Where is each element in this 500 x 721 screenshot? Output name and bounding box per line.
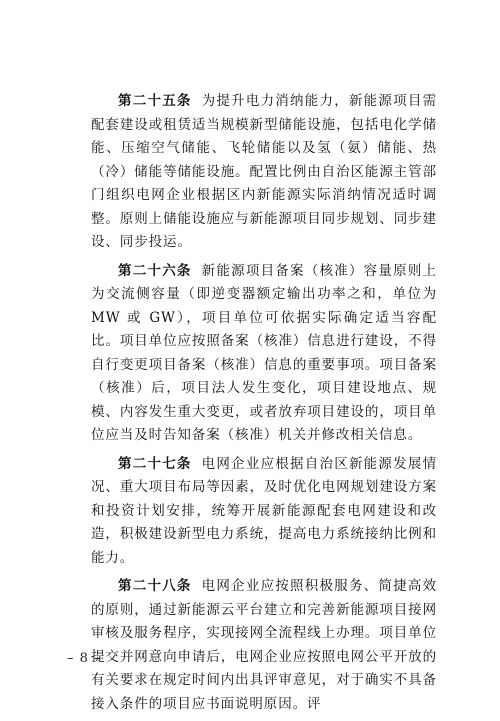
- article-text: 电网企业应根据自治区新能源发展情况、重大项目布局等因素，及时优化电网规划建设方案和投资计划安排，统筹开展新能源配套电网建设和改造，积极建设新型电力系统，提高电力系统接纳比例和能力。: [91, 455, 438, 566]
- article-heading: 第二十八条: [118, 578, 192, 594]
- article-25: [91, 90, 437, 255]
- article-heading: 第二十五条: [118, 93, 192, 109]
- article-text: 电网企业应按照积极服务、简捷高效的原则，通过新能源云平台建立和完善新能源项目接网审核及服务程序，实现接网全流程线上办理。项目单位提交并网意向申请后，电网企业应按照电网公平开放的有关要求在规定时间内出具评审意见，对于确实不具备接入条件的项目应书面说明原因。评: [91, 578, 438, 712]
- page-number: – 8 –: [67, 651, 102, 666]
- article-27: [91, 453, 437, 571]
- article-heading: 第二十七条: [118, 455, 192, 472]
- article-28: [91, 575, 437, 716]
- document-body: [91, 90, 437, 721]
- article-heading: 第二十六条: [118, 262, 192, 279]
- article-text: 为提升电力消纳能力，新能源项目需配套建设或租赁适当规模新型储能设施，包括电化学储能、压缩空气储能、飞轮储能以及氢（氨）储能、热（冷）储能等储能设施。配置比例由自治区能源主管部门组织电网企业根据区内新能源实际消纳情况适时调整。原则上储能设施应与新能源项目同步规划、同步建设、同步投运。: [91, 93, 438, 250]
- article-text: 新能源项目备案（核准）容量原则上为交流侧容量（即逆变器额定输出功率之和，单位为 MW 或 GW），项目单位可依据实际确定适当容配比。项目单位应按照备案（核准）信息进行建设，不得自行变更项目备案（核准）信息的重要事项。项目备案（核准）后，项目法人发生变化，项目建设地点、规模、内容发生重大变更，或者放弃项目建设的，项目单位应当及时告知备案（核准）机关并修改相关信息。: [91, 262, 438, 443]
- article-26: [91, 260, 437, 448]
